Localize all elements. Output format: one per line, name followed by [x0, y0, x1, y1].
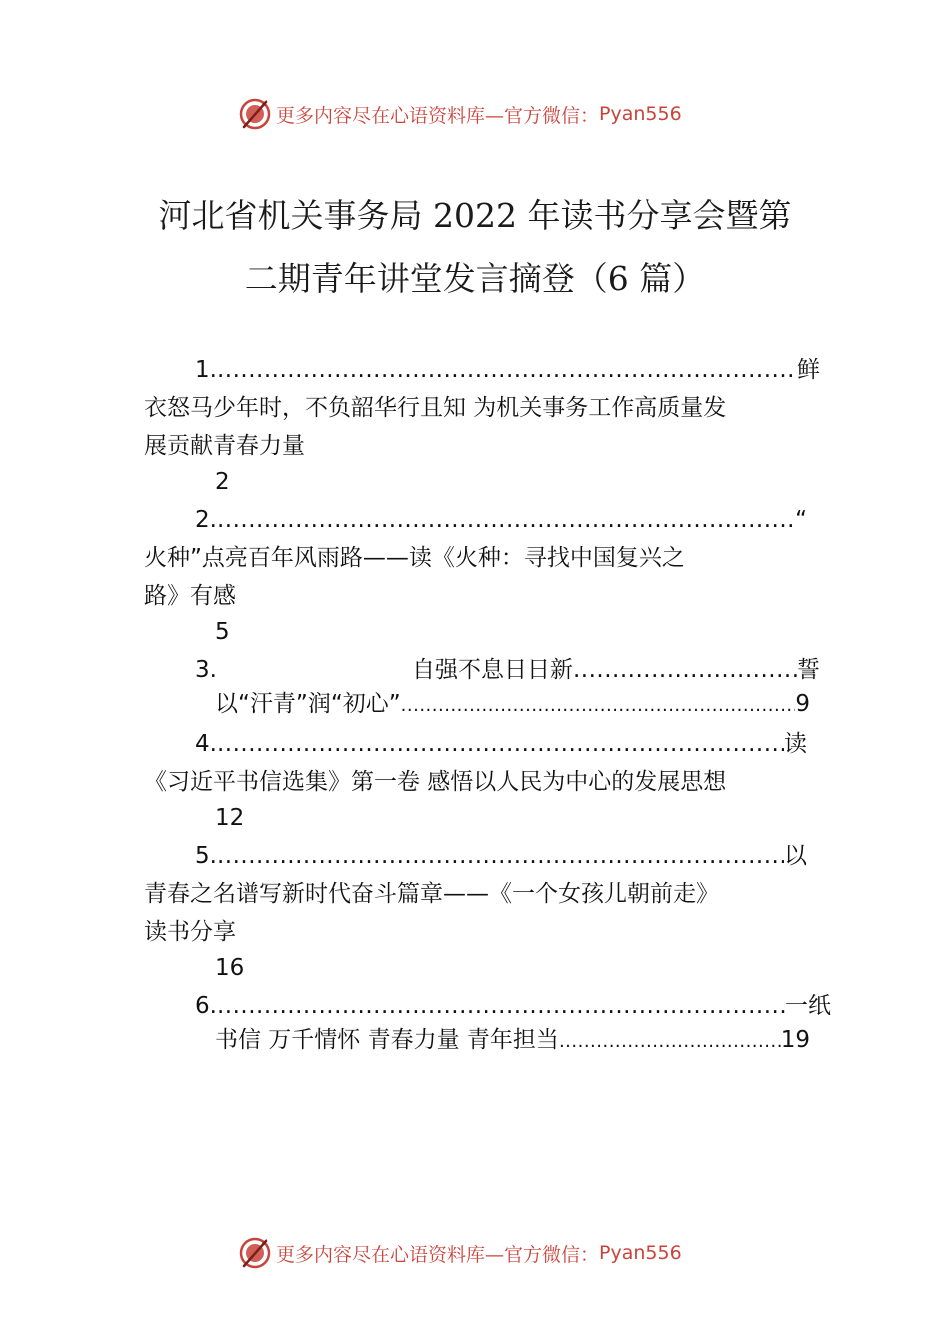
seal-pen-logo-icon: [238, 1236, 272, 1270]
dot-leader: [217, 729, 784, 759]
toc-entry-number: 5.: [195, 843, 217, 869]
watermark-text: 更多内容尽在心语资料库—官方微信：: [276, 104, 600, 127]
toc-entry-title: 青春之名谱写新时代奋斗篇章——《一个女孩儿朝前走》: [144, 881, 719, 907]
dot-leader: [217, 841, 784, 871]
toc-entry-title-start: 鲜: [797, 357, 820, 383]
document-title-line-1: 河北省机关事务局 2022 年读书分享会暨第: [158, 196, 792, 235]
toc-entry-title-start: 以: [784, 843, 807, 869]
dot-leader: [573, 655, 797, 685]
toc-entry-page: 9: [795, 691, 810, 717]
toc-entry-4-leader[interactable]: [195, 729, 807, 759]
document-title-line-2: 二期青年讲堂发言摘登（6 篇）: [244, 259, 706, 298]
toc-entry-title-start: 一纸: [785, 993, 831, 1019]
toc-entry-title: 展贡献青春力量: [144, 433, 305, 459]
watermark-wechat-id: Pyan556: [599, 1242, 682, 1264]
toc-entry-title: 读书分享: [144, 919, 236, 945]
dot-leader: [559, 1027, 781, 1057]
toc-entry-3-leader[interactable]: [412, 655, 820, 685]
toc-entry-page: 2: [215, 469, 230, 495]
toc-entry-title-start: 读: [784, 731, 807, 757]
dot-leader: [401, 691, 796, 721]
toc-entry-number: 6.: [195, 993, 217, 1019]
toc-entry-3-sub[interactable]: [215, 689, 810, 721]
dot-leader: [217, 355, 797, 385]
toc-entry-title: 衣怒马少年时，不负韶华行且知 为机关事务工作高质量发: [144, 395, 727, 421]
toc-entry-title: 《习近平书信选集》第一卷 感悟以人民为中心的发展思想: [144, 769, 727, 795]
dot-leader: [217, 991, 785, 1021]
toc-entry-title: 路》有感: [144, 583, 236, 609]
footer-watermark: [0, 1233, 950, 1273]
toc-entry-title: 以“汗青”润“初心”: [215, 691, 401, 717]
toc-entry-number: 1.: [195, 357, 217, 383]
toc-entry-title-start: “: [795, 507, 807, 533]
dot-leader: [217, 505, 795, 535]
toc-entry-6-leader[interactable]: [195, 991, 831, 1021]
toc-entry-page: 5: [215, 619, 230, 645]
watermark-wechat-id: Pyan556: [599, 103, 682, 125]
toc-entry-page: 19: [780, 1027, 810, 1053]
toc-entry-number: 4.: [195, 731, 217, 757]
watermark-text: 更多内容尽在心语资料库—官方微信：: [276, 1243, 600, 1266]
toc-entry-page: 16: [215, 955, 245, 981]
toc-entry-2-leader[interactable]: [195, 505, 807, 535]
toc-entry-number: 2.: [195, 507, 217, 533]
toc-entry-title: 自强不息日日新: [412, 657, 573, 683]
toc-entry-5-leader[interactable]: [195, 841, 807, 871]
toc-entry-title: 火种”点亮百年风雨路——读《火种：寻找中国复兴之: [144, 545, 685, 571]
toc-entry-title: 书信 万千情怀 青春力量 青年担当: [215, 1027, 559, 1053]
toc-entry-page: 12: [215, 805, 245, 831]
toc-entry-6-sub[interactable]: [215, 1025, 810, 1057]
toc-entry-number: 3.: [195, 657, 217, 683]
toc-entry-1-leader[interactable]: [195, 355, 820, 385]
toc-entry-title-start: 誓: [797, 657, 820, 683]
